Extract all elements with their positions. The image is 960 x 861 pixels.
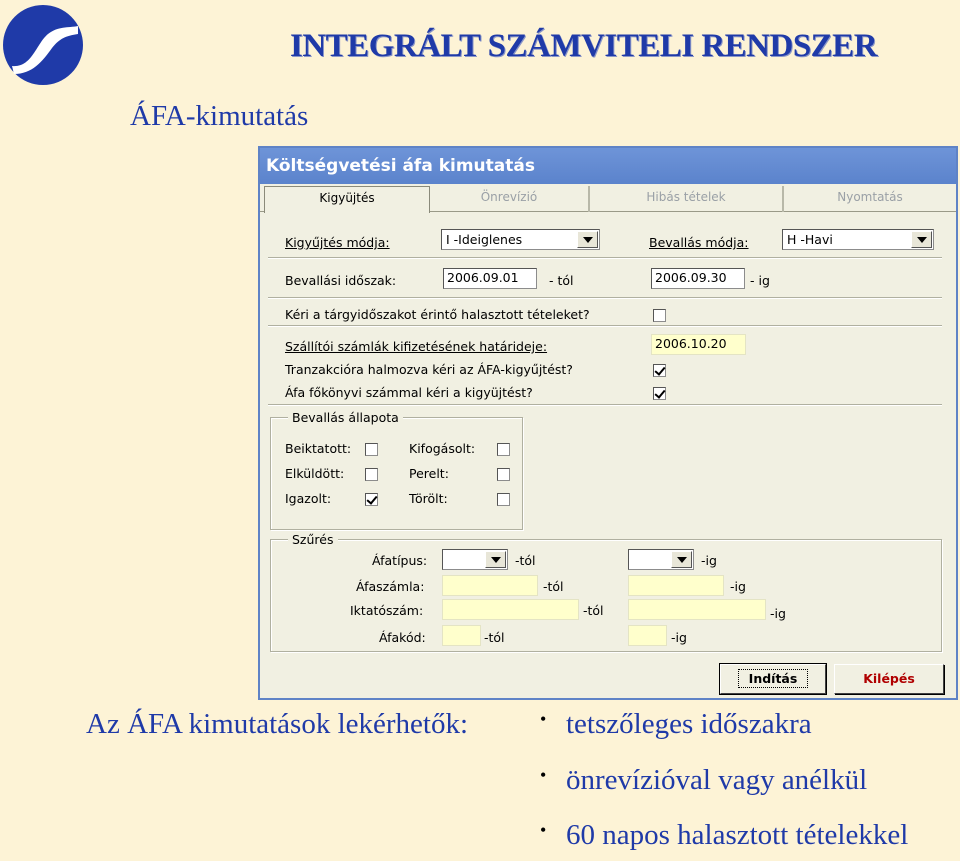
collection-mode-value: I -Ideiglenes (446, 232, 523, 247)
list-item (540, 764, 867, 797)
declaration-mode-value: H -Havi (787, 232, 833, 247)
vat-account-from-input[interactable] (442, 575, 538, 596)
chevron-down-icon[interactable] (485, 551, 506, 568)
main-title: INTEGRÁLT SZÁMVITELI RENDSZER (290, 28, 878, 64)
filing-number-from-input[interactable] (442, 599, 579, 620)
bullet: • (540, 820, 547, 840)
chevron-down-icon[interactable] (671, 551, 692, 568)
ledger-account-checkbox[interactable] (653, 387, 666, 400)
list-item-text: önrevízióval vagy anélkül (566, 764, 868, 796)
tab-collection[interactable]: Kigyüjtés (264, 186, 430, 213)
start-button-label: Indítás (738, 669, 809, 688)
period-from-input[interactable]: 2006.09.01 (443, 268, 537, 289)
period-to-suffix: - ig (750, 273, 770, 288)
vat-report-window (258, 146, 958, 700)
status-sent-checkbox[interactable] (365, 468, 378, 481)
transaction-aggregate-checkbox[interactable] (653, 364, 666, 377)
exit-button[interactable]: Kilépés (834, 664, 944, 694)
status-sued-checkbox[interactable] (497, 468, 510, 481)
vat-account-from-suffix: -tól (543, 579, 564, 594)
vat-code-label: Áfakód: (379, 630, 426, 645)
status-objected-label: Kifogásolt: (409, 441, 476, 456)
list-item (540, 819, 908, 852)
divider (268, 297, 942, 299)
list-item (540, 708, 812, 741)
period-label: Bevallási időszak: (285, 273, 397, 288)
divider (268, 325, 942, 327)
vat-type-from-select[interactable] (442, 549, 508, 570)
vat-type-from-suffix: -tól (515, 553, 536, 568)
filing-number-to-suffix: -ig (770, 606, 786, 621)
period-from-suffix: - tól (549, 273, 574, 288)
declaration-mode-label: Bevallás módja: (649, 235, 749, 250)
filing-number-to-input[interactable] (628, 599, 766, 620)
page-subtitle: ÁFA-kimutatás (130, 100, 309, 132)
vat-account-to-input[interactable] (628, 575, 724, 596)
collection-mode-select[interactable] (441, 229, 600, 250)
ledger-account-label: Áfa főkönyvi számmal kéri a kigyüjtést? (285, 385, 533, 400)
status-filed-label: Beiktatott: (285, 441, 352, 456)
tab-print[interactable]: Nyomtatás (837, 190, 903, 204)
transaction-aggregate-label: Tranzakcióra halmozva kéri az ÁFA-kigyűjtést? (285, 362, 573, 377)
vat-code-to-suffix: -ig (671, 630, 687, 645)
status-filed-checkbox[interactable] (365, 443, 378, 456)
postponed-items-label: Kéri a tárgyidőszakot érintő halasztott tételeket? (285, 307, 590, 322)
status-verified-label: Igazolt: (285, 491, 332, 506)
bullet: • (540, 709, 547, 729)
summary-intro: Az ÁFA kimutatások lekérhetők: (86, 708, 469, 740)
collection-mode-label: Kigyűjtés módja: (285, 235, 390, 250)
tab-self-revision[interactable]: Önrevízió (430, 186, 590, 212)
list-item-text: 60 napos halasztott tételekkel (566, 819, 909, 851)
filing-number-from-suffix: -tól (583, 603, 604, 618)
status-deleted-label: Törölt: (409, 491, 448, 506)
status-deleted-checkbox[interactable] (497, 493, 510, 506)
vat-code-from-input[interactable] (442, 625, 481, 646)
vat-type-to-select[interactable] (628, 549, 694, 570)
vat-account-label: Áfaszámla: (356, 579, 425, 594)
start-button[interactable] (720, 664, 826, 694)
status-verified-checkbox[interactable] (365, 493, 378, 506)
vat-code-to-input[interactable] (628, 625, 667, 646)
vat-type-to-suffix: -ig (701, 553, 717, 568)
tab-faulty-items[interactable]: Hibás tételek (590, 186, 784, 212)
company-logo (2, 4, 84, 86)
vat-account-to-suffix: -ig (730, 579, 746, 594)
status-sent-label: Elküldött: (285, 466, 345, 481)
tab-bar (260, 184, 956, 212)
filter-group (270, 539, 942, 652)
status-sued-label: Perelt: (409, 466, 449, 481)
declaration-mode-select[interactable] (782, 229, 934, 250)
vat-type-label: Áfatípus: (372, 553, 428, 568)
divider (268, 404, 942, 406)
period-to-input[interactable]: 2006.09.30 (651, 268, 745, 289)
vat-code-from-suffix: -tól (484, 630, 505, 645)
filing-number-label: Iktatószám: (350, 603, 424, 618)
status-objected-checkbox[interactable] (497, 443, 510, 456)
filter-title: Szűrés (288, 532, 338, 548)
postponed-items-checkbox[interactable] (653, 309, 666, 322)
declaration-status-title: Bevallás állapota (288, 410, 403, 426)
window-title: Költségvetési áfa kimutatás (260, 148, 956, 184)
bullet: • (540, 765, 547, 785)
list-item-text: tetszőleges időszakra (566, 708, 812, 740)
supplier-deadline-input[interactable]: 2006.10.20 (651, 334, 746, 355)
chevron-down-icon[interactable] (577, 231, 598, 248)
divider (268, 257, 942, 259)
chevron-down-icon[interactable] (911, 231, 932, 248)
supplier-deadline-label: Szállítói számlák kifizetésének határideje: (285, 339, 548, 354)
